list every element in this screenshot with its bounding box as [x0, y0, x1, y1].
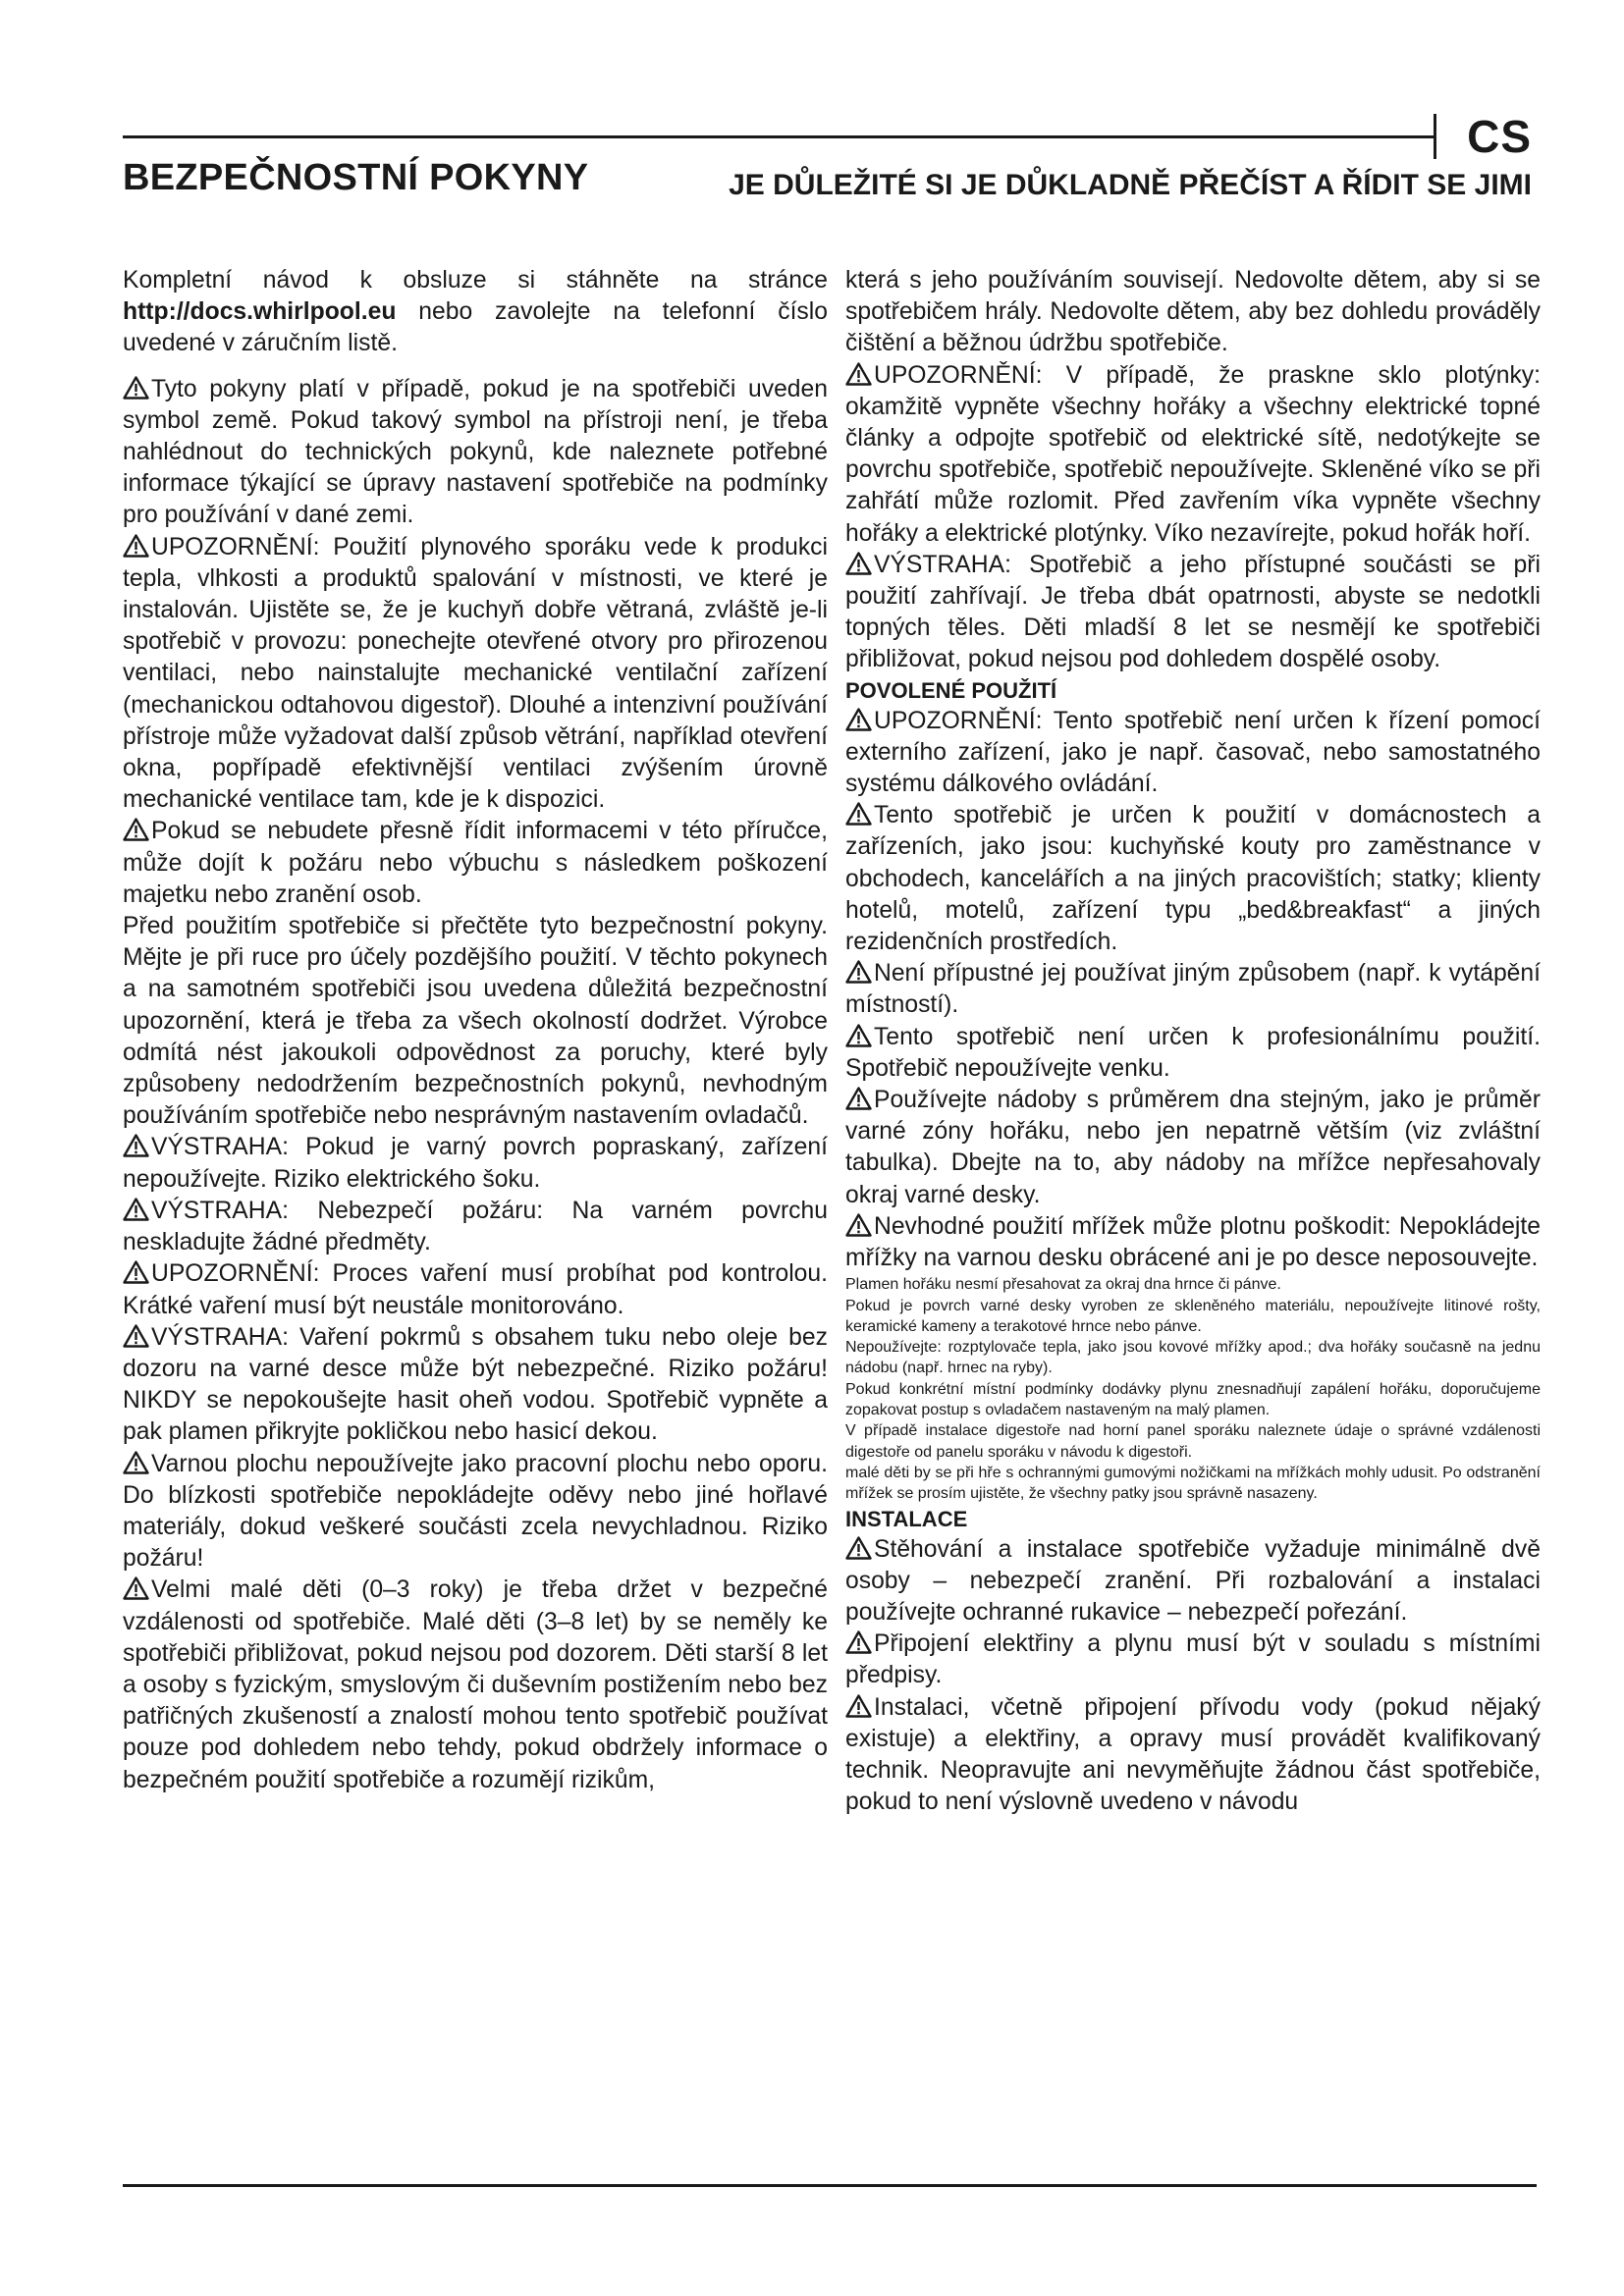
- docs-link[interactable]: http://docs.whirlpool.eu: [123, 298, 397, 326]
- children-continuation: která s jeho používáním souvisejí. Nedovolte dětem, aby si se spotřebičem hrály. Nedovolte dětem, aby bez dohledu prováděly čištění a běžnou údržbu spotřebiče.: [845, 267, 1541, 357]
- warning-icon: [123, 1576, 149, 1600]
- hot-parts-warning: VÝSTRAHA: Spotřebič a jeho přístupné součásti se při použití zahřívají. Je třeba dbát opatrnosti, abyste se nedotkli topných těles. Děti mladší 8 let se nesmějí ke spotřebiči přibližovat, pokud nejsou pod dohledem dospělé osoby.: [845, 551, 1541, 673]
- warning-icon: [845, 708, 872, 731]
- warning-icon: [123, 1451, 149, 1474]
- warning-icon: [845, 1087, 872, 1110]
- left-column: [123, 267, 828, 1796]
- country-symbol-note: Tyto pokyny platí v případě, pokud je na spotřebiči uveden symbol země. Pokud takový symbol na přístroji není, je třeba nahlédnout do technických pokynů, kde naleznete potřebné informace týkající se úpravy nastavení spotřebiče na podmínky pro používání v dané zemi.: [123, 375, 828, 529]
- warning-icon: [845, 1630, 872, 1654]
- warning-icon: [123, 1134, 149, 1157]
- warning-icon: [845, 1536, 872, 1560]
- warning-icon: [845, 1694, 872, 1718]
- warning-icon: [123, 1198, 149, 1221]
- work-surface-warning: Varnou plochu nepoužívejte jako pracovní plochu nebo oporu. Do blízkosti spotřebiče nepokládejte oděvy nebo jiné hořlavé materiály, dokud veškeré součásti zcela nevychladnou. Riziko požáru!: [123, 1450, 828, 1573]
- storage-fire-warning: VÝSTRAHA: Nebezpečí požáru: Na varném povrchu neskladujte žádné předměty.: [123, 1197, 828, 1256]
- warning-icon: [845, 552, 872, 575]
- qualified-technician-warning: Instalaci, včetně připojení přívodu vody (pokud nějaký existuje) a elektřiny, a opravy musí provádět kvalifikovaný technik. Neopravujte ani nevyměňujte žádnou část spotřebiče, pokud to není výslovně uvedeno v návodu: [845, 1693, 1541, 1816]
- ventilation-warning: UPOZORNĚNÍ: Použití plynového sporáku vede k produkci tepla, vlhkosti a produktů spalování v místnosti, ve které je instalován. Ujistěte se, že je kuchyň dobře větraná, zvláště je-li spotřebič v provozu: ponechejte otevřené otvory pro přirozenou ventilaci, nebo nainstalujte mechanické ventilační zařízení (mechanickou odtahovou digestoř). Dlouhé a intenzivní používání přístroje může vyžadovat další způsob větrání, například otevření okna, popřípadě efektivnější ventilaci zvýšením úrovně mechanické ventilace tam, kde je k dispozici.: [123, 533, 828, 814]
- warning-icon: [123, 376, 149, 400]
- warning-icon: [845, 1213, 872, 1237]
- warning-icon: [845, 960, 872, 984]
- warning-icon: [845, 802, 872, 826]
- cracked-surface-warning: VÝSTRAHA: Pokud je varný povrch popraskaný, zařízení nepoužívejte. Riziko elektrického šoku.: [123, 1134, 828, 1193]
- warning-icon: [123, 1260, 149, 1284]
- small-note: Pokud konkrétní místní podmínky dodávky plynu znesnadňují zapálení hořáku, doporučujeme zopakovat postup s ovladačem nastaveným na malý plamen.: [845, 1380, 1541, 1419]
- warning-icon: [845, 1024, 872, 1047]
- oil-fire-warning: VÝSTRAHA: Vaření pokrmů s obsahem tuku nebo oleje bez dozoru na varné desce může být nebezpečné. Riziko požáru! NIKDY se nepokoušejte hasit oheň vodou. Spotřebič vypněte a pak plamen přikryjte pokličkou nebo hasicí dekou.: [123, 1323, 828, 1446]
- small-note: Plamen hořáku nesmí přesahovat za okraj dna hrnce či pánve.: [845, 1276, 1281, 1294]
- warning-icon: [845, 362, 872, 386]
- glass-break-warning: UPOZORNĚNÍ: V případě, že praskne sklo plotýnky: okamžitě vypněte všechny hořáky a všechny elektrické topné články a odpojte spotřebič od elektrické sítě, nedotýkejte se povrchu spotřebiče, spotřebič nepoužívejte. Skleněné víko se při zahřátí může rozlomit. Před zavřením víka vypněte všechny hořáky a elektrické plotýnky. Víko nezavírejte, pokud hořák hoří.: [845, 361, 1541, 547]
- small-note: V případě instalace digestoře nad horní panel sporáku naleznete údaje o správné vzdálenosti digestoře od panelu sporáku v návodu k digestoři.: [845, 1422, 1541, 1461]
- read-instructions-paragraph: Před použitím spotřebiče si přečtěte tyto bezpečnostní pokyny. Mějte je při ruce pro účely pozdějšího použití. V těchto pokynech a na samotném spotřebiči jsou uvedena důležitá bezpečnostní upozornění, která je třeba za všech okolností dodržet. Výrobce odmítá nést jakoukoli odpovědnost za poruchy, které byly způsobeny nedodržením bezpečnostních pokynů, nevhodným používáním spotřebiče nebo nesprávným nastavením ovladačů.: [123, 913, 828, 1130]
- grid-misuse-warning: Nevhodné použití mřížek může plotnu poškodit: Nepokládejte mřížky na varnou desku obrácené ani je po desce neposouvejte.: [845, 1212, 1541, 1272]
- fire-explosion-warning: Pokud se nebudete přesně řídit informacemi v této příručce, může dojít k požáru nebo výbuchu s následkem poškození majetku nebo zranění osob.: [123, 818, 828, 908]
- small-note: Pokud je povrch varné desky vyroben ze skleněného materiálu, nepoužívejte litinové rošty, keramické kameny a terakotové hrnce nebo pánve.: [845, 1297, 1541, 1335]
- external-control-warning: UPOZORNĚNÍ: Tento spotřebič není určen k řízení pomocí externího zařízení, jako je např. časovač, nebo samostatného systému dálkového ovládání.: [845, 707, 1541, 798]
- right-column: [845, 267, 1541, 1818]
- intro-paragraph: Kompletní návod k obsluze si stáhněte na stránce http://docs.whirlpool.eu nebo zavolejte na telefonní číslo uvedené v záručním listě.: [123, 267, 828, 357]
- header-rule: [123, 135, 1434, 138]
- small-note: Nepoužívejte: rozptylovače tepla, jako jsou kovové mřížky apod.; dva hořáky současně na jednu nádobu (např. hrnec na ryby).: [845, 1339, 1541, 1377]
- pot-size-warning: Používejte nádoby s průměrem dna stejným, jako je průměr varné zóny hořáku, nebo jen nepatrně větším (viz zvláštní tabulka). Dbejte na to, aby nádoby na mřížce nepřesahovaly okraj varné desky.: [845, 1087, 1541, 1208]
- footer-rule: [123, 2184, 1537, 2187]
- supervised-cooking-warning: UPOZORNĚNÍ: Proces vaření musí probíhat pod kontrolou. Krátké vaření musí být neustále monitorováno.: [123, 1260, 828, 1319]
- warning-icon: [123, 1324, 149, 1348]
- header-tick: [1434, 114, 1436, 159]
- connection-regulations-warning: Připojení elektřiny a plynu musí být v souladu s místními předpisy.: [845, 1630, 1541, 1689]
- other-use-warning: Není přípustné jej používat jiným způsobem (např. k vytápění místností).: [845, 960, 1541, 1019]
- permitted-use-heading: POVOLENÉ POUŽITÍ: [845, 677, 1057, 703]
- warning-icon: [123, 818, 149, 841]
- professional-use-warning: Tento spotřebič není určen k profesionálnímu použití. Spotřebič nepoužívejte venku.: [845, 1023, 1541, 1082]
- small-note: malé děti by se při hře s ochrannými gumovými nožičkami na mřížkách mohly udusit. Po odstranění mřížek se prosím ujistěte, že všechny patky jsou správně nasazeny.: [845, 1464, 1541, 1503]
- warning-icon: [123, 534, 149, 558]
- handling-warning: Stěhování a instalace spotřebiče vyžaduje minimálně dvě osoby – nebezpečí zranění. Při rozbalování a instalaci používejte ochranné rukavice – nebezpečí pořezání.: [845, 1535, 1541, 1626]
- installation-heading: INSTALACE: [845, 1506, 968, 1531]
- children-warning: Velmi malé děti (0–3 roky) je třeba držet v bezpečné vzdálenosti od spotřebiče. Malé děti (3–8 let) by se neměly ke spotřebiči přibližovat, pokud nejsou pod dozorem. Děti starší 8 let a osoby s fyzickým, smyslovým či duševním postižením nebo bez patřičných zkušeností a znalostí mohou tento spotřebič používat pouze pod dohledem nebo tehdy, pokud obdržely informace o bezpečném použití spotřebiče a rozumějí rizikům,: [123, 1576, 828, 1793]
- language-code: CS: [1467, 111, 1532, 162]
- page-subtitle: JE DŮLEŽITÉ SI JE DŮKLADNĚ PŘEČÍST A ŘÍDIT SE JIMI: [729, 169, 1532, 201]
- page-title: BEZPEČNOSTNÍ POKYNY: [123, 157, 589, 198]
- household-use-note: Tento spotřebič je určen k použití v domácnostech a zařízeních, jako jsou: kuchyňské kouty pro zaměstnance v obchodech, kancelářích a na jiných pracovištích; statky; klienty hotelů, motelů, zařízení typu „bed&breakfast“ a jiných rezidenčních prostředích.: [845, 802, 1541, 956]
